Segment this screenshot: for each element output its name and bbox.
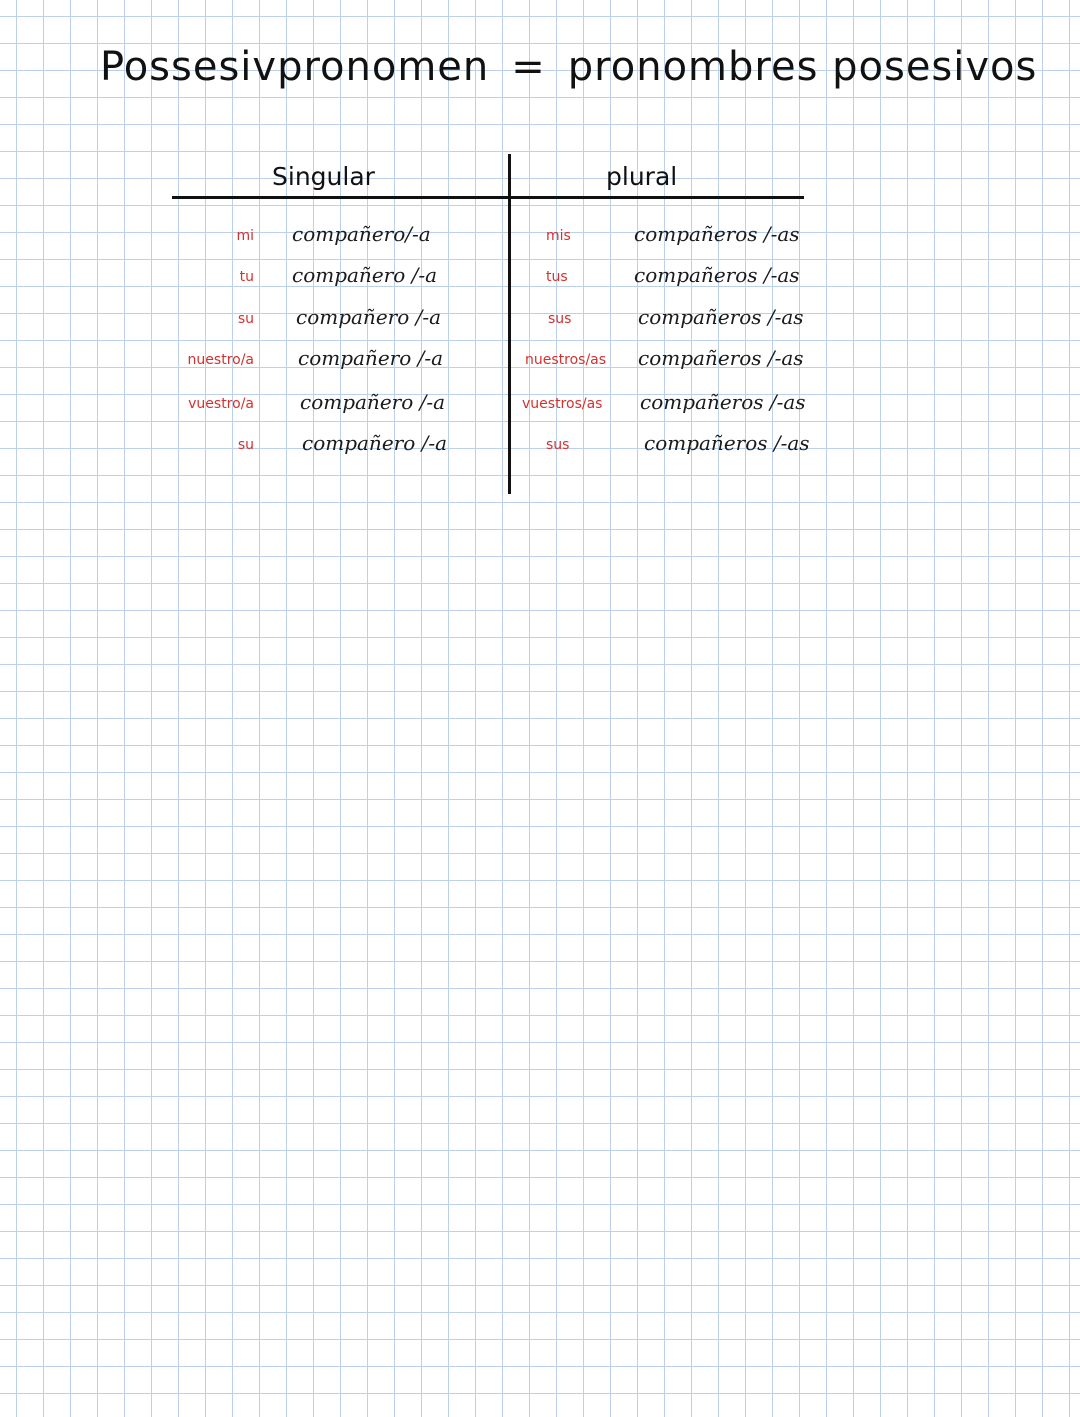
singular-pronoun: nuestro/a	[187, 352, 254, 368]
singular-pronoun: su	[237, 311, 254, 327]
singular-pronoun: tu	[239, 269, 254, 285]
table-horizontal-rule	[172, 196, 804, 199]
plural-pronoun: vuestros/as	[522, 396, 603, 412]
plural-pronoun: mis	[546, 228, 571, 244]
singular-pronoun: su	[237, 437, 254, 453]
table-row	[0, 222, 1080, 258]
singular-header: Singular	[272, 162, 375, 191]
plural-pronoun: sus	[548, 311, 572, 327]
table-row	[0, 305, 1080, 341]
plural-noun: compañeros /-as	[634, 222, 800, 246]
plural-pronoun: nuestros/as	[525, 352, 607, 368]
singular-noun: compañero/-a	[292, 222, 431, 246]
table-row	[0, 431, 1080, 467]
singular-noun: compañero /-a	[292, 263, 438, 287]
singular-pronoun: vuestro/a	[188, 396, 254, 412]
plural-noun: compañeros /-as	[638, 305, 804, 329]
singular-noun: compañero /-a	[296, 305, 442, 329]
singular-noun: compañero /-a	[300, 390, 446, 414]
table-row	[0, 263, 1080, 299]
page-title	[100, 44, 1037, 90]
title-equals-sign: =	[511, 44, 546, 90]
plural-pronoun: tus	[546, 269, 568, 285]
singular-noun: compañero /-a	[298, 346, 444, 370]
table-row	[0, 346, 1080, 382]
plural-pronoun: sus	[546, 437, 570, 453]
title-german: Possesivpronomen	[100, 44, 490, 90]
singular-noun: compañero /-a	[302, 431, 448, 455]
title-spanish: pronombres posesivos	[567, 44, 1038, 90]
plural-noun: compañeros /-as	[638, 346, 804, 370]
plural-noun: compañeros /-as	[640, 390, 806, 414]
table-row	[0, 390, 1080, 426]
plural-noun: compañeros /-as	[644, 431, 810, 455]
singular-pronoun: mi	[236, 228, 254, 244]
plural-noun: compañeros /-as	[634, 263, 800, 287]
plural-header: plural	[606, 162, 678, 191]
